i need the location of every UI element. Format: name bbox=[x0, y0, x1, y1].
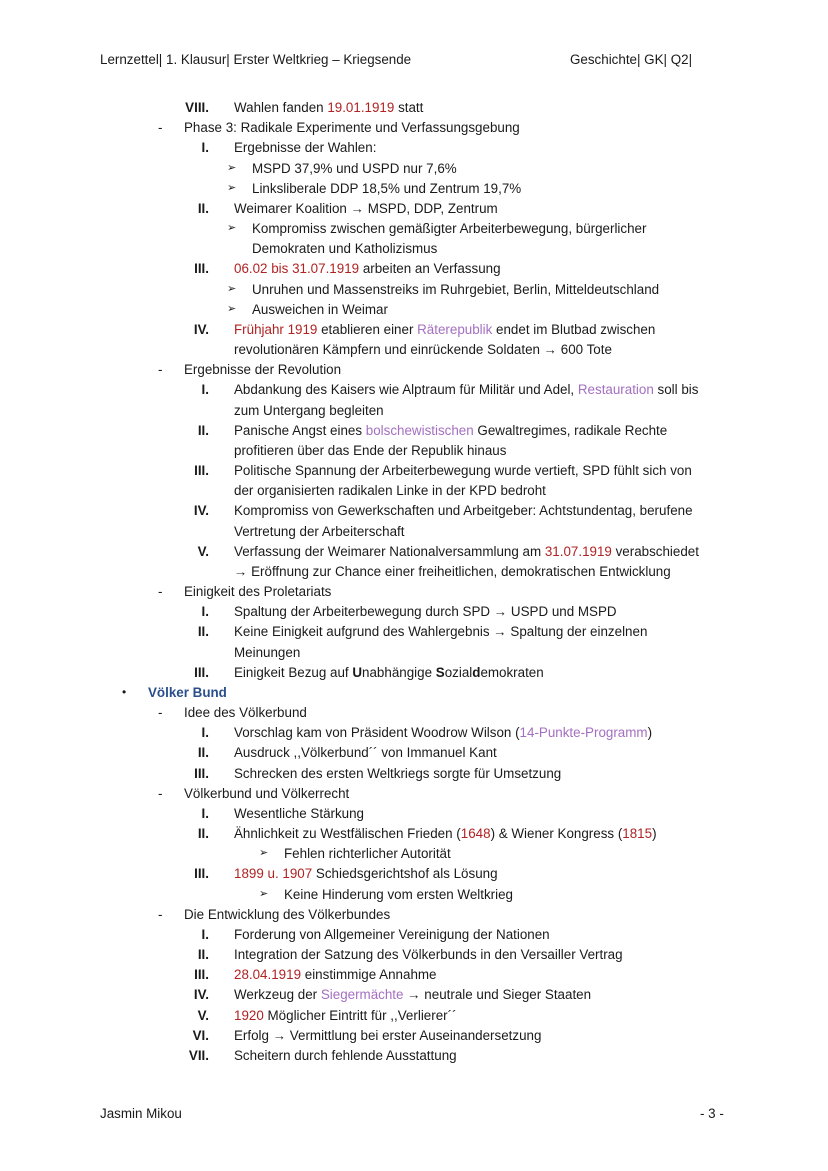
outline-line-text bbox=[234, 423, 667, 438]
outline-line-text bbox=[234, 100, 423, 115]
roman-numeral: II. bbox=[197, 624, 209, 640]
text-segment: Linksliberale DDP 18,5% und Zentrum 19,7% bbox=[252, 180, 522, 196]
arrowhead-bullet-icon: ➢ bbox=[259, 887, 269, 900]
red-highlight: 1815 bbox=[622, 826, 653, 842]
roman-numeral: VIII. bbox=[185, 100, 209, 115]
page-header-left: Lernzettel| 1. Klausur| Erster Weltkrieg – Kriegsende bbox=[100, 52, 412, 67]
outline-line-text bbox=[252, 181, 521, 196]
outline-line-text bbox=[234, 463, 692, 478]
text-segment: Idee des Völkerbund bbox=[184, 705, 307, 721]
roman-numeral: II. bbox=[197, 200, 209, 216]
text-segment: Ausdruck ,,Völkerbund´´ von Immanuel Kant bbox=[234, 745, 497, 761]
outline-line-text bbox=[234, 725, 652, 740]
roman-numeral: I. bbox=[201, 382, 209, 398]
roman-numeral: III. bbox=[194, 967, 209, 983]
roman-numeral: IV. bbox=[193, 321, 209, 337]
text-segment: Meinungen bbox=[234, 644, 301, 660]
page-header-right: Geschichte| GK| Q2| bbox=[570, 52, 693, 67]
arrowhead-bullet-icon: ➢ bbox=[259, 847, 269, 860]
text-segment: Abdankung des Kaisers wie Alptraum für Militär und Adel, bbox=[234, 382, 578, 398]
text-segment: ) & Wiener Kongress ( bbox=[490, 826, 623, 842]
outline-line-text bbox=[234, 322, 655, 337]
text-segment: Ergebnisse der Wahlen: bbox=[234, 140, 377, 156]
roman-numeral: III. bbox=[194, 261, 209, 277]
red-highlight: Frühjahr 1919 bbox=[234, 321, 318, 337]
text-segment: d bbox=[472, 664, 481, 680]
text-segment: nabhängige bbox=[362, 664, 436, 680]
roman-numeral: V. bbox=[197, 1007, 209, 1023]
text-segment: Vertretung der Arbeiterschaft bbox=[234, 523, 405, 539]
outline-line-text bbox=[234, 403, 384, 418]
roman-numeral: IV. bbox=[193, 987, 209, 1003]
outline-line-text bbox=[234, 1008, 457, 1023]
red-highlight: 19.01.1919 bbox=[327, 100, 395, 115]
dash-marker: - bbox=[158, 584, 163, 600]
outline-line-text bbox=[234, 826, 657, 841]
text-segment: → Eröffnung zur Chance einer freiheitlichen, demokratischen Entwicklung bbox=[234, 563, 671, 579]
roman-numeral: I. bbox=[201, 926, 209, 942]
text-segment: endet im Blutbad zwischen bbox=[492, 321, 656, 337]
outline-line-text bbox=[234, 544, 699, 559]
roman-numeral: IV. bbox=[193, 503, 209, 519]
roman-numeral: VI. bbox=[192, 1027, 209, 1043]
subsection-heading bbox=[184, 705, 307, 720]
dash-marker: - bbox=[158, 120, 163, 136]
roman-numeral: VII. bbox=[188, 1047, 209, 1063]
outline-line-text bbox=[234, 261, 501, 276]
text-segment: Keine Hinderung vom ersten Weltkrieg bbox=[284, 886, 513, 902]
red-highlight: 1920 bbox=[234, 1007, 264, 1023]
text-segment: einstimmige Annahme bbox=[301, 967, 437, 983]
outline-line-text bbox=[252, 302, 388, 317]
text-segment: Die Entwicklung des Völkerbundes bbox=[184, 906, 391, 922]
text-segment: Spaltung der Arbeiterbewegung durch SPD → USPD und MSPD bbox=[234, 604, 617, 620]
text-segment: ozial bbox=[444, 664, 473, 680]
text-segment: etablieren einer bbox=[317, 321, 418, 337]
arrowhead-bullet-icon: ➢ bbox=[227, 181, 237, 194]
outline-line-text bbox=[252, 221, 646, 236]
arrowhead-bullet-icon: ➢ bbox=[227, 222, 237, 235]
dash-marker: - bbox=[158, 906, 163, 922]
footer-author: Jasmin Mikou bbox=[100, 1106, 182, 1121]
text-segment: Integration der Satzung des Völkerbunds in den Versailler Vertrag bbox=[234, 947, 623, 963]
purple-highlight: bolschewistischen bbox=[365, 422, 474, 438]
outline-line-text bbox=[234, 564, 671, 579]
text-segment: emokraten bbox=[480, 664, 544, 680]
subsection-heading bbox=[184, 362, 341, 377]
roman-numeral: II. bbox=[197, 745, 209, 761]
roman-numeral: I. bbox=[201, 140, 209, 156]
outline-line-text bbox=[252, 161, 457, 176]
text-segment: arbeiten an Verfassung bbox=[359, 261, 501, 277]
text-segment: Schiedsgerichtshof als Lösung bbox=[312, 866, 498, 882]
arrowhead-bullet-icon: ➢ bbox=[227, 302, 237, 315]
blue-highlight: Völker Bund bbox=[148, 684, 227, 700]
roman-numeral: V. bbox=[197, 543, 209, 559]
text-segment: Vorschlag kam von Präsident Woodrow Wilson ( bbox=[234, 725, 520, 741]
text-segment: der organisierten radikalen Linke in der KPD bedroht bbox=[234, 483, 546, 499]
text-segment: Wesentliche Stärkung bbox=[234, 805, 365, 821]
purple-highlight: 14-Punkte-Programm bbox=[519, 725, 648, 741]
text-segment: ) bbox=[652, 826, 657, 842]
text-segment: Politische Spannung der Arbeiterbewegung wurde vertieft, SPD fühlt sich von bbox=[234, 463, 692, 479]
outline-line-text bbox=[234, 483, 546, 498]
red-highlight: 1899 u. 1907 bbox=[234, 866, 313, 882]
roman-numeral: III. bbox=[194, 463, 209, 479]
text-segment: Möglicher Eintritt für ,,Verlierer´´ bbox=[263, 1007, 457, 1023]
text-segment: Werkzeug der bbox=[234, 987, 321, 1003]
outline-line-text bbox=[234, 645, 300, 660]
text-segment: MSPD 37,9% und USPD nur 7,6% bbox=[252, 160, 457, 176]
roman-numeral: II. bbox=[197, 947, 209, 963]
red-highlight: 28.04.1919 bbox=[234, 967, 302, 983]
text-segment: Demokraten und Katholizismus bbox=[252, 241, 438, 257]
text-segment: Ausweichen in Weimar bbox=[252, 301, 388, 317]
subsection-heading bbox=[184, 584, 331, 599]
text-segment: Forderung von Allgemeiner Vereinigung der Nationen bbox=[234, 926, 550, 942]
text-segment: U bbox=[352, 664, 363, 680]
red-highlight: 31.07.1919 bbox=[544, 543, 612, 559]
outline-line-text bbox=[234, 987, 591, 1002]
text-segment: Phase 3: Radikale Experimente und Verfassungsgebung bbox=[184, 120, 520, 136]
outline-line-text bbox=[234, 927, 550, 942]
text-segment: Ergebnisse der Revolution bbox=[184, 362, 342, 378]
outline-line-text bbox=[234, 624, 647, 639]
subsection-heading bbox=[184, 786, 349, 801]
text-segment: Weimarer Koalition → MSPD, DDP, Zentrum bbox=[234, 200, 498, 216]
roman-numeral: II. bbox=[197, 422, 209, 438]
outline-line-text bbox=[234, 382, 698, 397]
outline-line-text bbox=[234, 524, 404, 539]
text-segment: Einigkeit des Proletariats bbox=[184, 584, 332, 600]
outline-line-text bbox=[234, 967, 437, 982]
outline-line-text bbox=[234, 947, 623, 962]
text-segment: revolutionären Kämpfern und einrückende Soldaten → 600 Tote bbox=[234, 342, 612, 358]
outline-line-text bbox=[234, 745, 497, 760]
outline-line-text bbox=[234, 1028, 541, 1043]
outline-line-text bbox=[234, 866, 498, 881]
text-segment: profitieren über das Ende der Republik hinaus bbox=[234, 442, 507, 458]
text-segment: Scheitern durch fehlende Ausstattung bbox=[234, 1047, 457, 1063]
purple-highlight: Räterepublik bbox=[417, 321, 493, 337]
text-segment: zum Untergang begleiten bbox=[234, 402, 384, 418]
text-segment: S bbox=[435, 664, 445, 680]
roman-numeral: I. bbox=[201, 604, 209, 620]
red-highlight: 06.02 bis 31.07.1919 bbox=[234, 261, 360, 277]
outline-line-text bbox=[252, 241, 437, 256]
outline-line-text bbox=[284, 846, 451, 861]
text-segment: Verfassung der Weimarer Nationalversammlung am bbox=[234, 543, 545, 559]
outline-line-text bbox=[234, 503, 693, 518]
arrowhead-bullet-icon: ➢ bbox=[227, 282, 237, 295]
outline-line-text bbox=[234, 665, 544, 680]
text-segment: Erfolg → Vermittlung bei erster Auseinandersetzung bbox=[234, 1027, 542, 1043]
text-segment: statt bbox=[394, 100, 424, 115]
text-segment: Panische Angst eines bbox=[234, 422, 366, 438]
bullet-icon: • bbox=[122, 684, 127, 699]
text-segment: Völkerbund und Völkerrecht bbox=[184, 785, 350, 801]
outline-line-text bbox=[234, 806, 364, 821]
outline-line-text bbox=[234, 766, 561, 781]
outline-line-text bbox=[234, 604, 617, 619]
roman-numeral: III. bbox=[194, 866, 209, 882]
text-segment: Unruhen und Massenstreiks im Ruhrgebiet, Berlin, Mitteldeutschland bbox=[252, 281, 660, 297]
text-segment: Kompromiss zwischen gemäßigter Arbeiterbewegung, bürgerlicher bbox=[252, 221, 647, 237]
outline-line-text bbox=[234, 342, 612, 357]
text-segment: → neutrale und Sieger Staaten bbox=[403, 987, 592, 1003]
outline-line-text bbox=[234, 201, 498, 216]
dash-marker: - bbox=[158, 705, 163, 721]
outline-line-text bbox=[284, 887, 513, 902]
text-segment: Wahlen fanden bbox=[234, 100, 328, 115]
dash-marker: - bbox=[158, 362, 163, 378]
dash-marker: - bbox=[158, 785, 163, 801]
roman-numeral: III. bbox=[194, 765, 209, 781]
purple-highlight: Siegermächte bbox=[320, 987, 404, 1003]
purple-highlight: Restauration bbox=[577, 382, 654, 398]
subsection-heading bbox=[184, 120, 520, 135]
roman-numeral: II. bbox=[197, 826, 209, 842]
red-highlight: 1648 bbox=[460, 826, 491, 842]
outline-line-text bbox=[234, 140, 376, 155]
text-segment: Ähnlichkeit zu Westfälischen Frieden ( bbox=[234, 826, 461, 842]
text-segment: Einigkeit Bezug auf bbox=[234, 664, 353, 680]
text-segment: Schrecken des ersten Weltkriegs sorgte für Umsetzung bbox=[234, 765, 562, 781]
text-segment: Keine Einigkeit aufgrund des Wahlergebnis → Spaltung der einzelnen bbox=[234, 624, 648, 640]
text-segment: Gewaltregimes, radikale Rechte bbox=[473, 422, 668, 438]
roman-numeral: III. bbox=[194, 664, 209, 680]
roman-numeral: I. bbox=[201, 805, 209, 821]
footer-page-number: - 3 - bbox=[700, 1106, 724, 1121]
arrowhead-bullet-icon: ➢ bbox=[227, 161, 237, 174]
outline-line-text bbox=[252, 282, 659, 297]
roman-numeral: I. bbox=[201, 725, 209, 741]
subsection-heading bbox=[184, 907, 390, 922]
text-segment: Fehlen richterlicher Autorität bbox=[284, 846, 451, 862]
outline-line-text bbox=[234, 1048, 457, 1063]
text-segment: soll bis bbox=[653, 382, 699, 398]
section-heading bbox=[148, 685, 227, 700]
text-segment: verabschiedet bbox=[611, 543, 699, 559]
text-segment: Kompromiss von Gewerkschaften und Arbeitgeber: Achtstundentag, berufene bbox=[234, 503, 693, 519]
text-segment: ) bbox=[647, 725, 653, 741]
outline-line-text bbox=[234, 443, 506, 458]
